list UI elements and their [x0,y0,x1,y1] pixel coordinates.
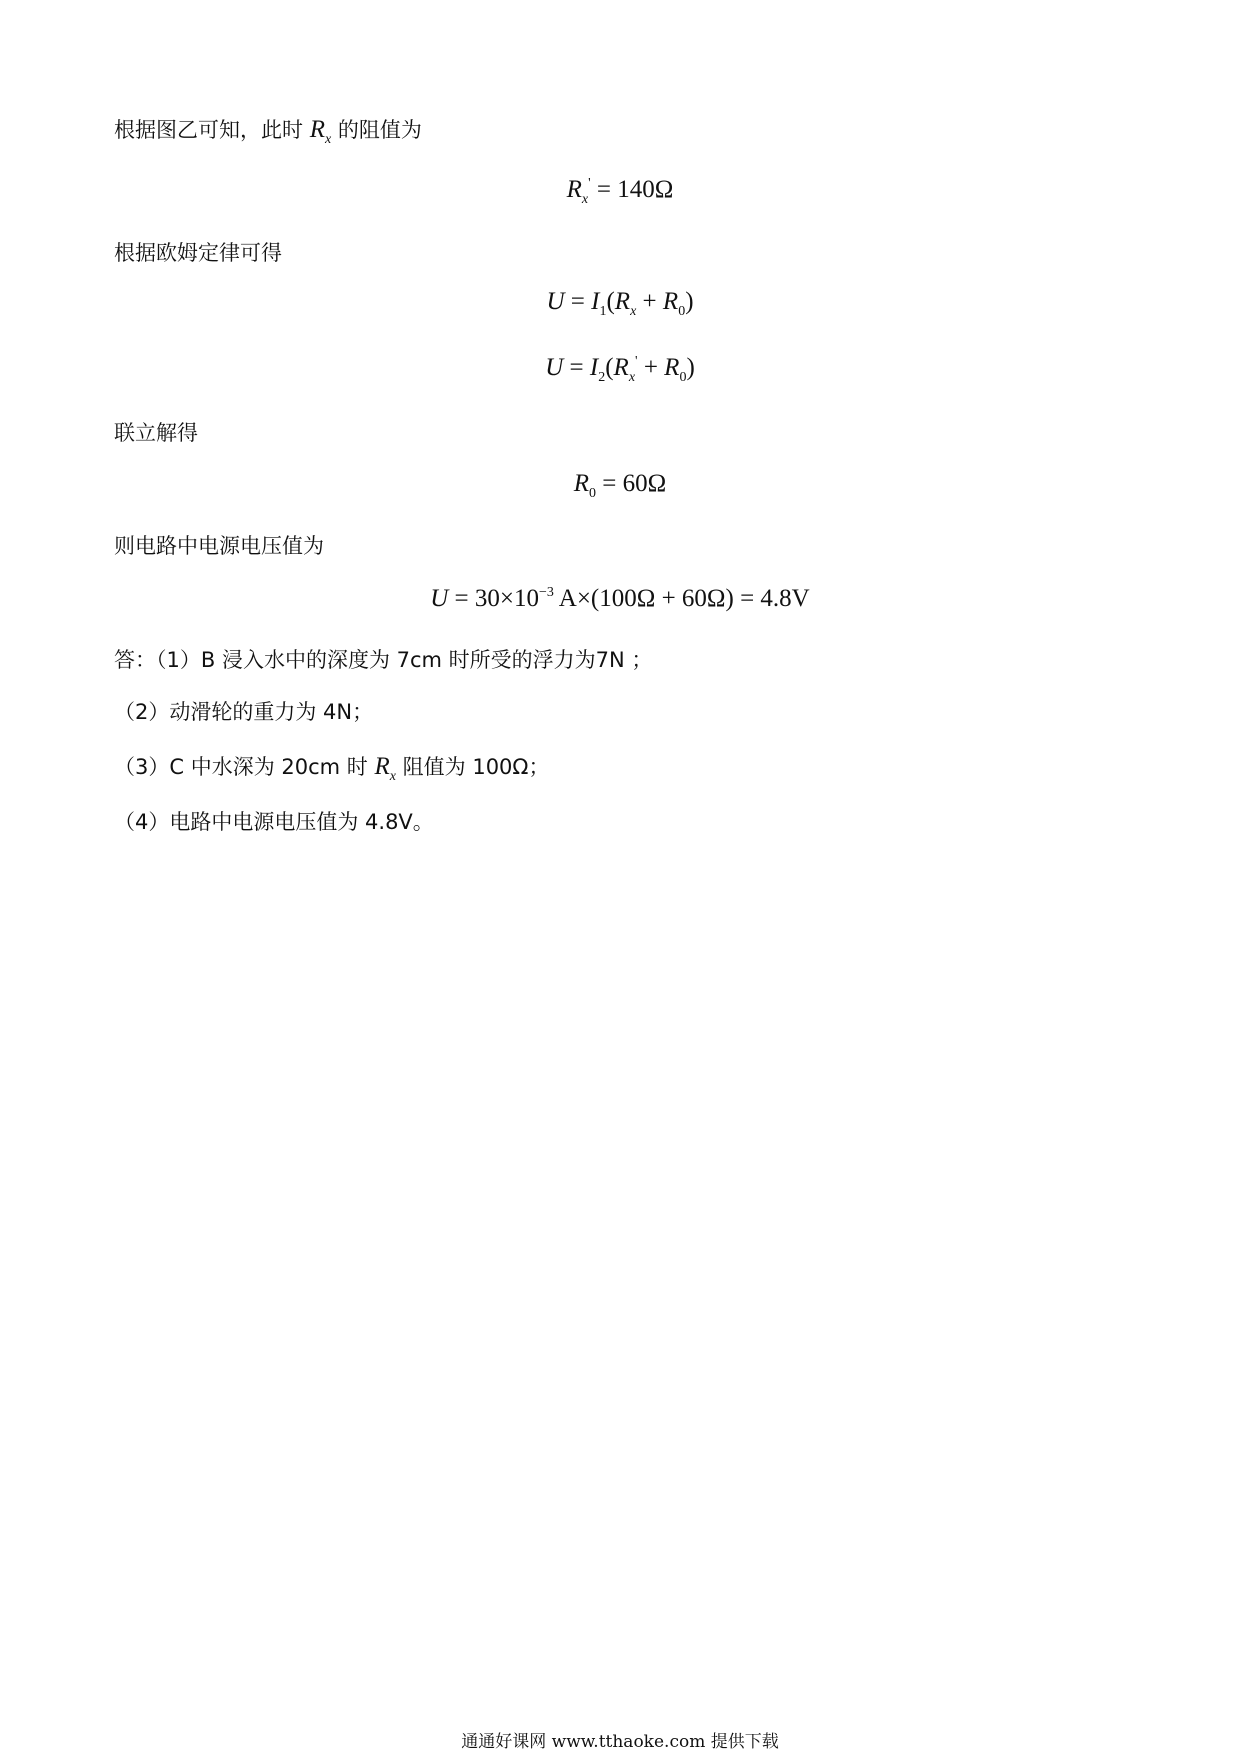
plus: + [637,354,665,381]
var-r: R [573,470,590,497]
var-u: U [546,288,565,315]
var-i: I [591,288,600,315]
subscript-x: x [324,132,332,147]
subscript-0: 0 [679,370,687,385]
subscript-x: x [581,192,589,207]
paren-right: ) [686,354,695,381]
equation-rhs: = 140Ω [590,176,674,203]
text-segment: 阻值为 100Ω； [402,755,550,779]
answer-3 [114,751,549,785]
equation-voltage [0,585,1240,613]
var-r: R [662,288,679,315]
prime-mark: ' [635,354,638,369]
text-line: 根据欧姆定律可得 [114,241,282,265]
equals: = [564,288,592,315]
equation-part: = 30×10 [448,585,539,612]
text-line [114,114,422,148]
equation-rhs: = 60Ω [596,470,667,497]
var-r: R [309,116,325,143]
text-line: 则电路中电源电压值为 [114,534,324,558]
text-segment: 根据图乙可知，此时 [114,118,303,142]
text-line: 联立解得 [114,421,198,445]
answer-1: 答：（1）B 浸入水中的深度为 7cm 时所受的浮力为7N ； [114,648,653,672]
equation-ohm-1 [0,288,1240,320]
paren-right: ) [685,288,694,315]
paren-left: ( [605,354,614,381]
equation-ohm-2 [0,354,1240,386]
subscript-1: 1 [599,304,607,319]
var-r: R [614,288,631,315]
var-u: U [545,354,564,381]
plus: + [636,288,663,315]
equation-r0 [0,470,1240,502]
answer-2: （2）动滑轮的重力为 4N； [114,700,374,724]
var-r: R [566,176,582,203]
math-var [374,753,396,784]
equals: = [563,354,590,381]
prime-mark: ' [588,176,591,191]
math-var [309,116,332,147]
var-i: I [589,354,599,381]
var-r: R [613,354,629,381]
var-r: R [664,354,680,381]
var-u: U [430,585,449,612]
text-segment: 的阻值为 [337,118,422,142]
equation-rx-prime [0,176,1240,208]
subscript-0: 0 [678,304,686,319]
text-segment: （3）C 中水深为 20cm 时 [114,755,368,779]
subscript-2: 2 [598,370,606,385]
equation-part: A×(100Ω + 60Ω) = 4.8V [553,585,810,612]
subscript-x: x [630,304,637,319]
paren-left: ( [606,288,615,315]
exponent: −3 [539,585,554,600]
answer-4: （4）电路中电源电压值为 4.8V。 [114,810,434,834]
subscript-x: x [389,769,396,784]
var-r: R [374,753,390,780]
subscript-0: 0 [589,486,597,501]
page-footer: 通通好课网 www.tthaoke.com 提供下载 [461,1732,779,1752]
subscript-x: x [628,370,636,385]
